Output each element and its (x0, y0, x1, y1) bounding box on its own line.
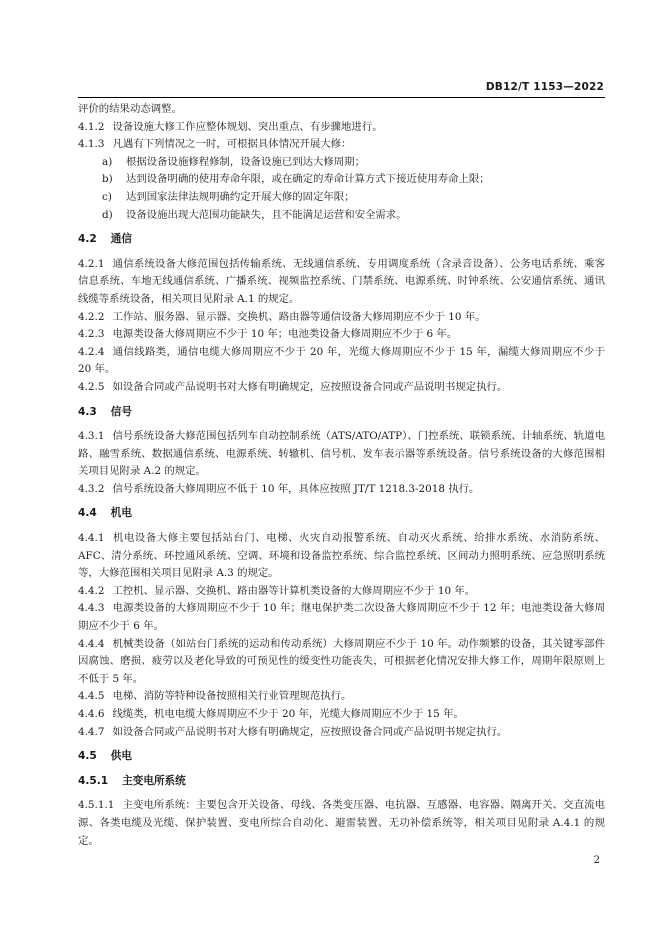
clause-number: 4.4.5 (78, 690, 105, 703)
clause-text: 主变电所系统：主要包含开关设备、母线、各类变压器、电抗器、互感器、电容器、隔离开关、交直流电源、各类电缆及光缆、保护装置、变电所综合自动化、避雷装置、无功补偿系统等，相关项目见附录 A.4.1 的规定。 (78, 799, 605, 847)
list-item-text: 设备设施出现大范围功能缺失，且不能满足运营和安全需求。 (126, 208, 407, 221)
clause-text: 电源类设备的大修周期应不少于 10 年；继电保护类二次设备大修周期应不少于 12 年；电池类设备大修周期应不少于 6 年。 (78, 602, 605, 633)
clause-text: 信号系统设备大修周期应不低于 10 年，具体应按照 JT/T 1218.3-2018 执行。 (112, 482, 480, 495)
clause-number: 4.2.3 (78, 328, 105, 341)
clause-text: 通信线路类，通信电缆大修周期应不少于 20 年，光缆大修周期应不少于 15 年，漏缆大修周期应不少于 20 年。 (78, 345, 605, 376)
clause-text: 信号系统设备大修范围包括列车自动控制系统（ATS/ATO/ATP）、门控系统、联锁系统、计轴系统、轨道电路、融雪系统、数据通信系统、电源系统、转辙机、信号机、发车表示器等系统设备。信号系统设备的大修范围相关项目见附录 A.2 的规定。 (78, 430, 605, 478)
clause-number: 4.4.7 (78, 725, 105, 738)
list-item-b (78, 171, 605, 189)
clause-4-5-1-1 (78, 797, 605, 850)
clause-text: 通信系统设备大修范围包括传输系统、无线通信系统、专用调度系统（含录音设备）、公务电话系统、乘客信息系统、车地无线通信系统、广播系统、视频监控系统、门禁系统、电源系统、时钟系统、公安通信系统、通讯线缆等系统设备，相关项目见附录 A.1 的规定。 (78, 257, 605, 305)
list-item-text: 根据设备设施修程修制，设备设施已到达大修周期； (126, 155, 365, 168)
clause-4-3-1 (78, 428, 605, 481)
list-item-a (78, 154, 605, 172)
paragraph-continuation: 评价的结果动态调整。 (78, 103, 182, 115)
list-marker: a) (102, 155, 113, 168)
section-heading-4-2 (78, 231, 605, 249)
list-item-d (78, 207, 605, 225)
list-item-c (78, 189, 605, 207)
section-number: 4.2 (78, 233, 97, 246)
clause-number: 4.1.3 (78, 138, 105, 151)
clause-4-4-5 (78, 688, 605, 706)
section-heading-4-5-1 (78, 773, 605, 791)
list-marker: c) (102, 190, 112, 203)
clause-4-4-2 (78, 583, 605, 601)
document-id: DB12/T 1153—2022 (485, 81, 604, 93)
section-title: 供电 (110, 750, 132, 763)
clause-4-2-4 (78, 344, 605, 379)
section-number: 4.5 (78, 750, 97, 763)
clause-4-2-2 (78, 309, 605, 327)
clause-number: 4.4.4 (78, 637, 105, 650)
clause-text: 电梯、消防等特种设备按照相关行业管理规范执行。 (112, 690, 352, 703)
section-title: 主变电所系统 (122, 774, 186, 787)
section-heading-4-4 (78, 505, 605, 523)
clause-4-4-3 (78, 600, 605, 635)
clause-4-2-3 (78, 326, 605, 344)
page-number: 2 (593, 855, 600, 866)
clause-text: 如设备合同或产品说明书对大修有明确规定，应按照设备合同或产品说明书规定执行。 (112, 725, 508, 738)
list-item-text: 达到国家法律法规明确约定开展大修的固定年限； (126, 190, 355, 203)
clause-number: 4.4.6 (78, 708, 105, 720)
clause-number: 4.1.2 (78, 120, 105, 133)
clause-4-3-2 (78, 481, 605, 499)
clause-text: 工控机、显示器、交换机、路由器等计算机类设备的大修周期应不少于 10 年。 (112, 584, 476, 597)
clause-text: 电源类设备大修周期应不少于 10 年；电池类设备大修周期应不少于 6 年。 (112, 328, 458, 341)
clause-4-4-7 (78, 724, 605, 742)
clause-number: 4.4.1 (78, 532, 105, 545)
clause-4-2-5 (78, 379, 605, 397)
clause-number: 4.2.1 (78, 257, 105, 270)
clause-number: 4.5.1.1 (78, 799, 115, 812)
list-marker: b) (102, 173, 113, 186)
list-item-text: 达到设备明确的使用寿命年限，或在确定的寿命计算方式下接近使用寿命上限； (126, 173, 490, 186)
clause-text: 线缆类，机电电缆大修周期应不少于 20 年，光缆大修周期应不少于 15 年。 (112, 708, 464, 720)
clause-number: 4.3.1 (78, 430, 105, 443)
clause-4-4-4 (78, 636, 605, 689)
clause-text: 机械类设备（如站台门系统的运动和传动系统）大修周期应不少于 10 年。动作频繁的设备，其关键零部件因腐蚀、磨损、疲劳以及老化导致的可预见性的缓变性功能丧失，可根据老化情况安排大修工作，周期年限原则上不低于 5 年。 (78, 637, 605, 685)
clause-text: 机电设备大修主要包括站台门、电梯、火灾自动报警系统、自动灭火系统、给排水系统、水消防系统、AFC、清分系统、环控通风系统、空调、环境和设备监控系统、综合监控系统、区间动力照明系统、应急照明系统等，大修范围相关项目见附录 A.3 的规定。 (78, 532, 605, 580)
section-heading-4-3 (78, 404, 605, 422)
clause-4-1-3 (78, 136, 605, 154)
clause-4-4-6 (78, 706, 605, 724)
clause-text: 工作站、服务器、显示器、交换机、路由器等通信设备大修周期应不少于 10 年。 (112, 310, 486, 323)
list-marker: d) (102, 208, 113, 221)
clause-4-1-2 (78, 119, 605, 137)
section-number: 4.5.1 (78, 774, 109, 787)
section-number: 4.4 (78, 507, 97, 520)
section-title: 通信 (110, 233, 132, 246)
header-divider (78, 97, 605, 98)
section-title: 机电 (110, 507, 132, 520)
clause-4-2-1 (78, 256, 605, 309)
clause-text: 设备设施大修工作应整体规划、突出重点、有步骤地进行。 (112, 120, 383, 133)
clause-number: 4.4.3 (78, 602, 105, 615)
section-title: 信号 (110, 405, 132, 418)
clause-number: 4.2.2 (78, 310, 105, 323)
section-number: 4.3 (78, 405, 97, 418)
clause-number: 4.2.4 (78, 345, 105, 358)
document-body (78, 101, 605, 850)
clause-number: 4.2.5 (78, 380, 105, 393)
clause-number: 4.4.2 (78, 584, 105, 597)
clause-4-4-1 (78, 530, 605, 583)
clause-number: 4.3.2 (78, 482, 105, 495)
section-heading-4-5 (78, 748, 605, 766)
clause-text: 凡遇有下列情况之一时，可根据具体情况开展大修： (112, 138, 352, 151)
clause-text: 如设备合同或产品说明书对大修有明确规定，应按照设备合同或产品说明书规定执行。 (112, 380, 508, 393)
